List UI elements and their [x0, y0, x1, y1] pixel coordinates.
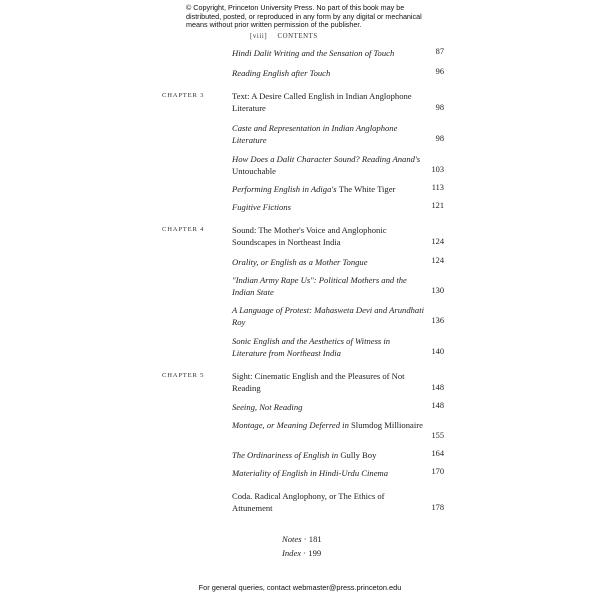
chapter-4-title: Sound: The Mother's Voice and Anglophonic Soundscapes in Northeast India	[232, 225, 387, 248]
book-title: Untouchable	[232, 166, 276, 177]
footer-contact: For general queries, contact webmaster@press.princeton.edu	[198, 583, 402, 592]
toc-entry-hindi-dalit-writing: Hindi Dalit Writing and the Sensation of Touch	[232, 48, 395, 58]
chapter-3-title: Text: A Desire Called English in Indian Anglophone Literature	[232, 91, 412, 114]
back-matter-page: 181	[308, 534, 322, 544]
back-matter-label: Index	[282, 548, 302, 558]
back-matter-index	[282, 548, 321, 558]
toc-page-number: 170	[431, 467, 444, 476]
toc-page-number: 124	[431, 256, 444, 265]
toc-entry-materiality: Materiality of English in Hindi-Urdu Cinema	[232, 468, 389, 478]
toc-page-number: 103	[431, 165, 444, 174]
toc-entry-indian-army: "Indian Army Rape Us": Political Mothers and the Indian State	[232, 275, 407, 298]
toc-entry-montage	[232, 419, 424, 431]
toc-entry-fugitive-fictions: Fugitive Fictions	[232, 202, 291, 212]
running-head-page: [viii]	[250, 33, 268, 40]
back-matter-separator: ·	[303, 534, 307, 544]
toc-page-number: 178	[431, 503, 444, 512]
copyright-notice: © Copyright, Princeton University Press. No part of this book may be distributed, posted, or reproduced in any form by any digital or mechanical means without prior written permission of the publisher.	[186, 3, 422, 30]
toc-entry-caste-representation: Caste and Representation in Indian Anglophone Literature	[232, 123, 398, 146]
toc-entry-performing-english	[232, 183, 424, 195]
toc-page-number: 140	[431, 347, 444, 356]
toc-page-number: 98	[435, 103, 444, 112]
running-head-title: CONTENTS	[277, 33, 318, 40]
entry-text: The Ordinariness of English in	[232, 450, 341, 460]
back-matter-label: Notes	[282, 534, 302, 544]
toc-page-number: 121	[431, 201, 444, 210]
chapter-3-label: CHAPTER 3	[162, 92, 205, 99]
toc-page-number: 96	[435, 67, 444, 76]
toc-page-number: 113	[431, 183, 444, 192]
toc-page-number: 164	[431, 449, 444, 458]
toc-page-number: 130	[431, 286, 444, 295]
toc-entry-language-of-protest: A Language of Protest: Mahasweta Devi and Arundhati Roy	[232, 305, 424, 328]
toc-page-number: 136	[431, 316, 444, 325]
toc-entry-orality: Orality, or English as a Mother Tongue	[232, 257, 368, 267]
back-matter-separator: ·	[303, 548, 307, 558]
coda-title: Coda. Radical Anglophony, or The Ethics of Attunement	[232, 491, 385, 514]
entry-text: Montage, or Meaning Deferred in	[232, 420, 352, 430]
toc-page-number: 148	[431, 401, 444, 410]
toc-entry-seeing-not-reading: Seeing, Not Reading	[232, 402, 303, 412]
toc-page-number: 155	[431, 431, 444, 440]
film-title: Gully Boy	[340, 450, 377, 460]
back-matter-notes	[282, 534, 322, 544]
running-head	[250, 33, 318, 40]
toc-entry-sonic-english: Sonic English and the Aesthetics of Witness in Literature from Northeast India	[232, 336, 391, 359]
toc-entry-ordinariness	[232, 449, 424, 461]
toc-entry-reading-english: Reading English after Touch	[232, 68, 331, 78]
toc-entry-dalit-character-sound	[232, 153, 424, 178]
chapter-4-label: CHAPTER 4	[162, 226, 205, 233]
toc-page-number: 87	[435, 47, 444, 56]
toc-page-number: 124	[431, 237, 444, 246]
film-title: Slumdog Millionaire	[351, 420, 423, 430]
chapter-5-label: CHAPTER 5	[162, 372, 205, 379]
toc-page-number: 148	[431, 383, 444, 392]
entry-text: How Does a Dalit Character Sound? Reading Anand's	[232, 154, 421, 164]
back-matter-page: 199	[308, 548, 322, 558]
entry-text: Performing English in Adiga's	[232, 184, 339, 194]
book-title: The White Tiger	[338, 184, 396, 194]
chapter-5-title: Sight: Cinematic English and the Pleasures of Not Reading	[232, 371, 405, 394]
toc-page-number: 98	[435, 134, 444, 143]
